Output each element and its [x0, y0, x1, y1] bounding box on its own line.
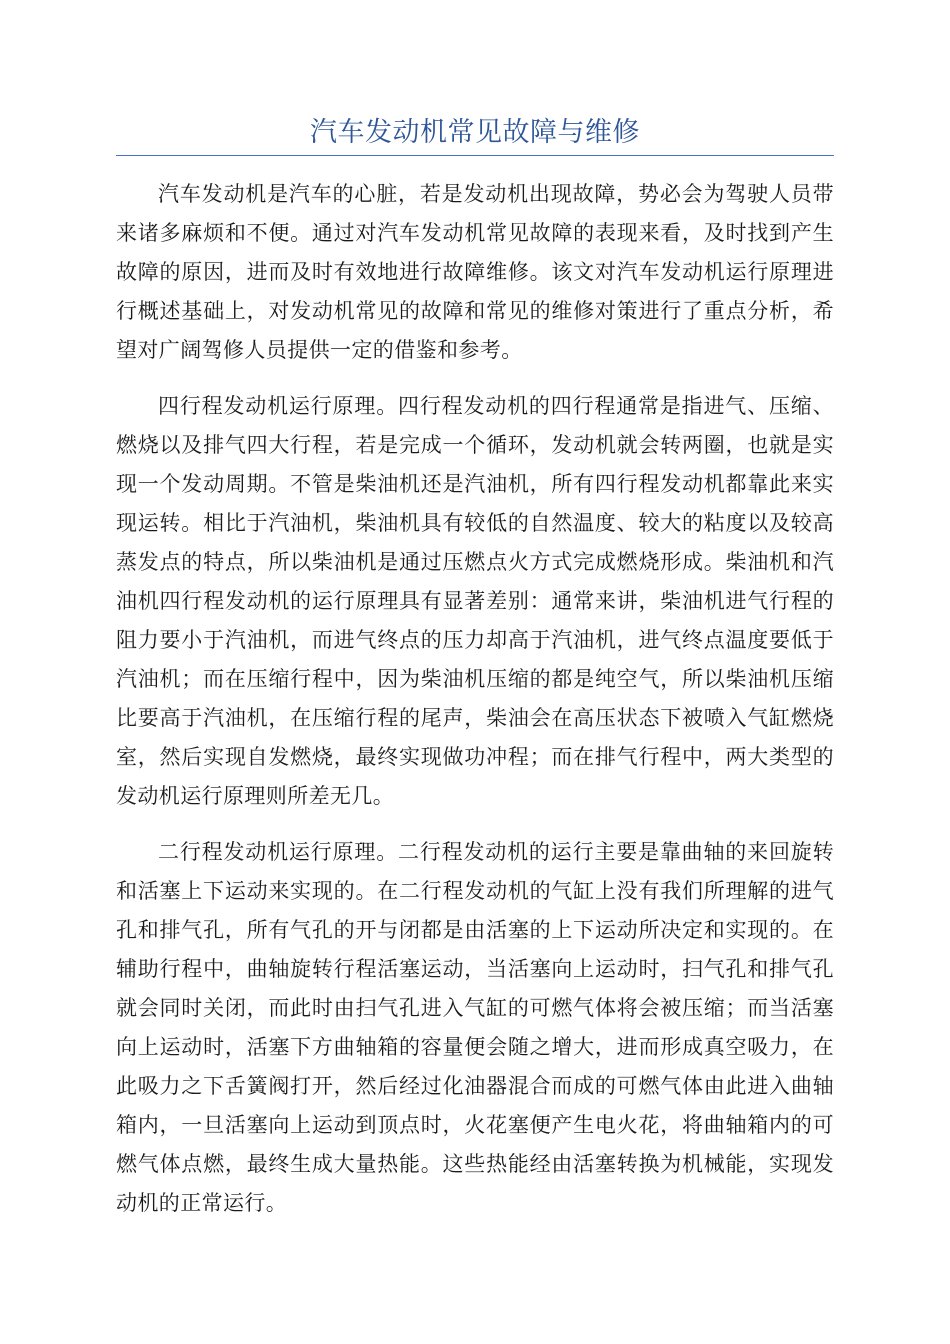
document-title: 汽车发动机常见故障与维修 — [310, 117, 640, 148]
paragraph-intro: 汽车发动机是汽车的心脏，若是发动机出现故障，势必会为驾驶人员带来诸多麻烦和不便。通过对汽车发动机常见故障的表现来看，及时找到产生故障的原因，进而及时有效地进行故障维修。该文对汽车发动机运行原理进行概述基础上，对发动机常见的故障和常见的维修对策进行了重点分析，希望对广阔驾修人员提供一定的借鉴和参考。 — [116, 182, 834, 362]
title-underline — [116, 155, 834, 156]
document-body — [116, 175, 834, 1240]
paragraph-four-stroke: 四行程发动机运行原理。四行程发动机的四行程通常是指进气、压缩、燃烧以及排气四大行程，若是完成一个循环，发动机就会转两圈，也就是实现一个发动周期。不管是柴油机还是汽油机，所有四行程发动机都靠此来实现运转。相比于汽油机，柴油机具有较低的自然温度、较大的粘度以及较高蒸发点的特点，所以柴油机是通过压燃点火方式完成燃烧形成。柴油机和汽油机四行程发动机的运行原理具有显著差别：通常来讲，柴油机进气行程的阻力要小于汽油机，而进气终点的压力却高于汽油机，进气终点温度要低于汽油机；而在压缩行程中，因为柴油机压缩的都是纯空气，所以柴油机压缩比要高于汽油机，在压缩行程的尾声，柴油会在高压状态下被喷入气缸燃烧室，然后实现自发燃烧，最终实现做功冲程；而在排气行程中，两大类型的发动机运行原理则所差无几。 — [116, 394, 834, 808]
paragraph-two-stroke: 二行程发动机运行原理。二行程发动机的运行主要是靠曲轴的来回旋转和活塞上下运动来实现的。在二行程发动机的气缸上没有我们所理解的进气孔和排气孔，所有气孔的开与闭都是由活塞的上下运动所决定和实现的。在辅助行程中，曲轴旋转行程活塞运动，当活塞向上运动时，扫气孔和排气孔就会同时关闭，而此时由扫气孔进入气缸的可燃气体将会被压缩；而当活塞向上运动时，活塞下方曲轴箱的容量便会随之增大，进而形成真空吸力，在此吸力之下舌簧阀打开，然后经过化油器混合而成的可燃气体由此进入曲轴箱内，一旦活塞向上运动到顶点时，火花塞便产生电火花，将曲轴箱内的可燃气体点燃，最终生成大量热能。这些热能经由活塞转换为机械能，实现发动机的正常运行。 — [116, 840, 834, 1215]
